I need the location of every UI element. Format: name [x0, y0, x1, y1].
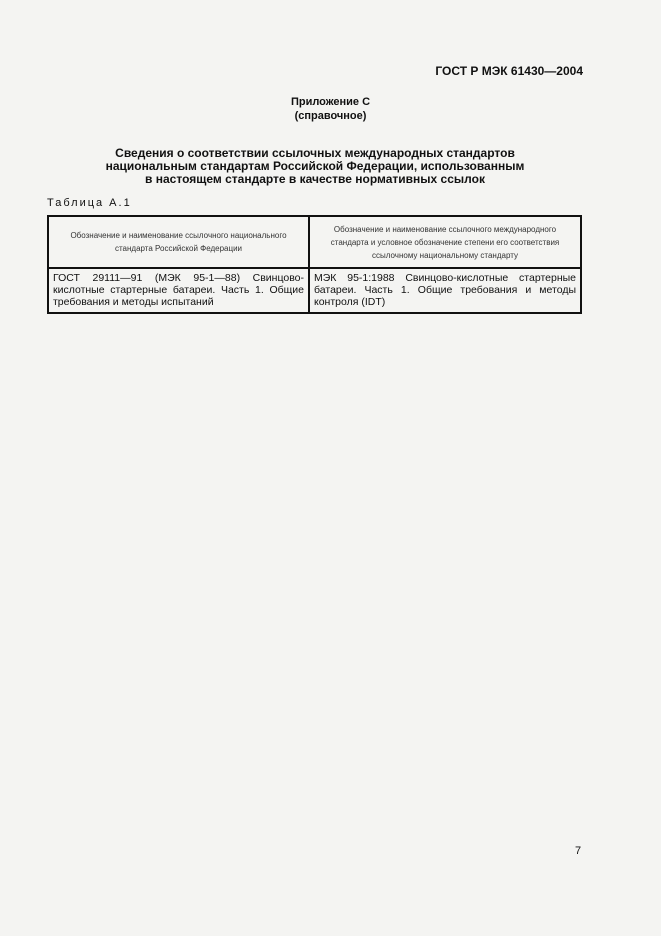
header-international-standard: Обозначение и наименование ссылочного международного стандарта и условное обозначение степени его соответствия ссылочному национальному стандарту [309, 216, 581, 268]
appendix-title: Приложение С [290, 96, 371, 108]
heading-line-2: национальным стандартам Российской Федерации, использованным [105, 159, 525, 173]
document-code: ГОСТ Р МЭК 61430—2004 [435, 64, 583, 78]
header-national-standard: Обозначение и наименование ссылочного национального стандарта Российской Федерации [48, 216, 309, 268]
table-label: Таблица А.1 [47, 197, 132, 209]
appendix-block [0, 95, 661, 123]
section-heading [100, 147, 530, 186]
page-number: 7 [575, 845, 582, 857]
cell-national-standard: ГОСТ 29111—91 (МЭК 95-1—88) Свинцово-кислотные стартерные батареи. Часть 1. Общие требования и методы испытаний [48, 268, 309, 313]
table-header-row [48, 216, 581, 268]
heading-line-1: Сведения о соответствии ссылочных международных стандартов [115, 146, 515, 160]
cell-international-standard: МЭК 95-1:1988 Свинцово-кислотные стартерные батареи. Часть 1. Общие требования и методы контроля (IDT) [309, 268, 581, 313]
reference-table [47, 215, 582, 314]
appendix-kind: (справочное) [294, 110, 367, 122]
heading-line-3: в настоящем стандарте в качестве нормативных ссылок [145, 172, 485, 186]
table-row [48, 268, 581, 313]
